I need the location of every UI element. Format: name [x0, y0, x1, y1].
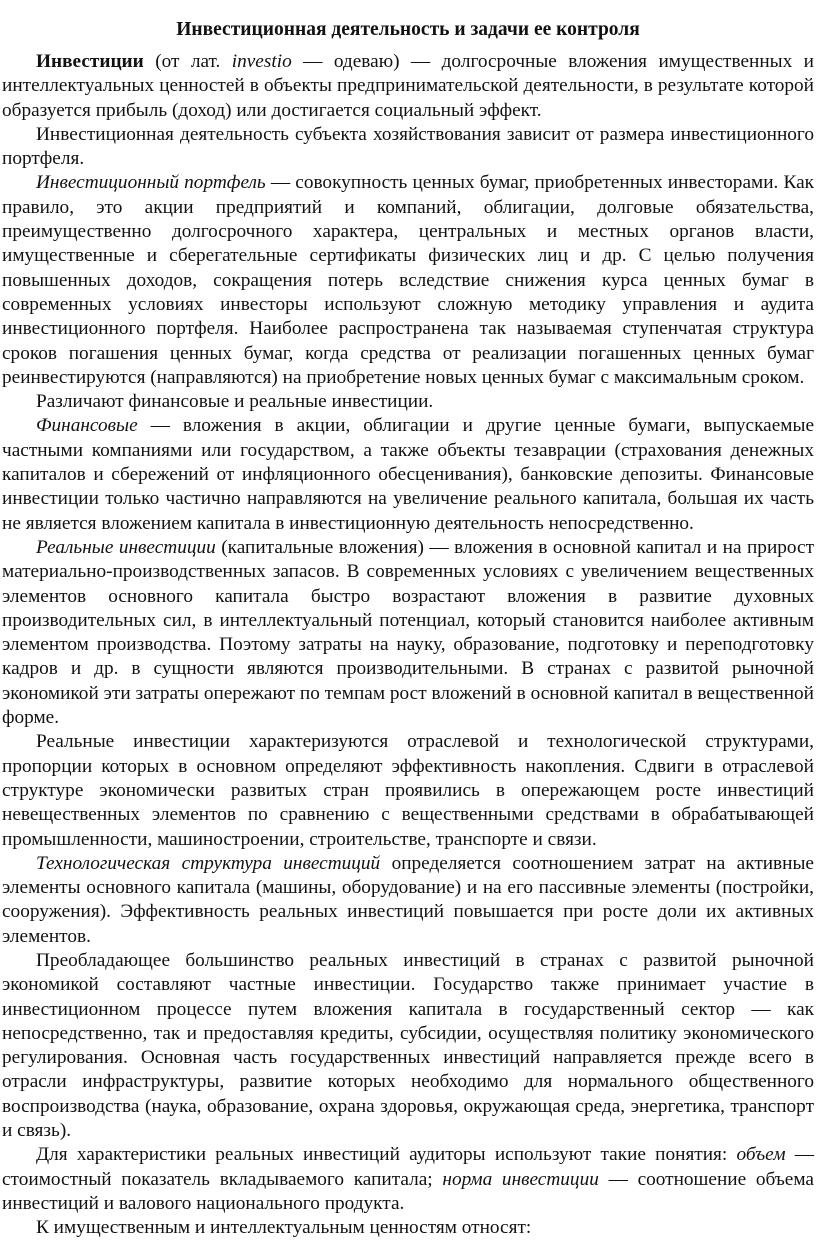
term-real-investments: Реальные инвестиции — [36, 536, 216, 558]
term-investment-portfolio: Инвестиционный портфель — [36, 172, 266, 194]
paragraph-portfolio-dependence: Инвестиционная деятельность субъекта хозяйствования зависит от размера инвестиционного портфеля. — [2, 123, 814, 170]
term-technological-structure: Технологическая структура инвестиций — [36, 852, 381, 874]
term-investments: Инвестиции — [36, 51, 144, 72]
paragraph-investment-portfolio: Инвестиционный портфель — совокупность ценных бумаг, приобретенных инвесторами. Как правило, это акции предприятий и компаний, облигации, долговые обязательства, преимущественно долгосрочного характера, центральных и местных органов власти, имущественные и сберегательные сертификаты физических лиц и др. С целью получения повышенных доходов, сокращения потерь вследствие снижения курса ценных бумаг в современных условиях инвесторы используют сложную методику управления и аудита инвестиционного портфеля. Наиболее распространена так называемая ступенчатая структура сроков погашения ценных бумаг, когда средства от реализации погашенных ценных бумаг реинвестируются (направляются) на приобретение новых ценных бумаг с максимальным сроком. — [2, 172, 814, 388]
paragraph-private-state-investments: Преобладающее большинство реальных инвестиций в странах с развитой рыночной экономикой составляют частные инвестиции. Государство также принимает участие в инвестиционном процессе путем вложения капитала в государственный сектор — как непосредственно, так и предоставляя кредиты, субсидии, осуществляя политику экономического регулирования. Основная часть государственных инвестиций направляется прежде всего в отрасли инфраструктуры, развитие которых необходимо для нормального общественного воспроизводства (наука, образование, охрана здоровья, окружающая среда, энергетика, транспорт и связь). — [2, 949, 814, 1142]
document-title: Инвестиционная деятельность и задачи ее контроля — [176, 19, 640, 40]
term-financial: Финансовые — [36, 415, 138, 437]
term-investment-rate: норма инвестиции — [442, 1168, 599, 1190]
paragraph-investment-types: Различают финансовые и реальные инвестиции. — [36, 391, 434, 413]
paragraph-technological-structure: Технологическая структура инвестиций определяется соотношением затрат на активные элементы основного капитала (машины, оборудование) и на его пассивные элементы (постройки, сооружения). Эффективность реальных инвестиций повышается при росте доли их активных элементов. — [2, 852, 814, 947]
paragraph-investments-definition: Инвестиции (от лат. investio — одеваю) — долгосрочные вложения имущественных и интеллектуальных ценностей в объекты предпринимательской деятельности, в результате которой образуется прибыль (доход) или достигается социальный эффект. — [2, 51, 814, 121]
term-volume: объем — [736, 1144, 786, 1166]
latin-word: investio — [231, 51, 292, 72]
paragraph-real-investments-structure: Реальные инвестиции характеризуются отраслевой и технологической структурами, пропорции которых в основном определяют эффективность накопления. Сдвиги в отраслевой структуре экономически развитых стран проявились в опережающем росте инвестиций невещественных элементов по сравнению с вещественными средствами в обрабатывающей промышленности, машиностроении, строительстве, транспорте и связи. — [2, 731, 814, 850]
paragraph-real-investments: Реальные инвестиции (капитальные вложения) — вложения в основной капитал и на прирост материально-производственных запасов. В современных условиях с увеличением вещественных элементов основного капитала быстро возрастают вложения в развитие духовных производительных сил, в интеллектуальный потенциал, который становится наиболее активным элементом производства. Поэтому затраты на науку, образование, подготовку и переподготовку кадров и др. в сущности являются производительными. В странах с развитой рыночной экономикой эти затраты опережают по темпам рост вложений в основной капитал в вещественной форме. — [2, 536, 815, 729]
paragraph-values-list-intro: К имущественным и интеллектуальным ценностям относят: — [36, 1217, 532, 1239]
paragraph-financial-investments: Финансовые — вложения в акции, облигации и другие ценные бумаги, выпускаемые частными компаниями или государством, а также объекты тезаврации (страхования денежных капиталов и сбережений от инфляционного обесценивания), банковские депозиты. Финансовые инвестиции только частично направляются на увеличение реального капитала, большая их часть не является вложением капитала в инвестиционную деятельность непосредственно. — [2, 415, 814, 534]
paragraph-investment-indicators: Для характеристики реальных инвестиций аудиторы используют такие понятия: объем — стоимостный показатель вкладываемого капитала; норма инвестиции — соотношение объема инвестиций и валового национального продукта. — [2, 1144, 814, 1214]
